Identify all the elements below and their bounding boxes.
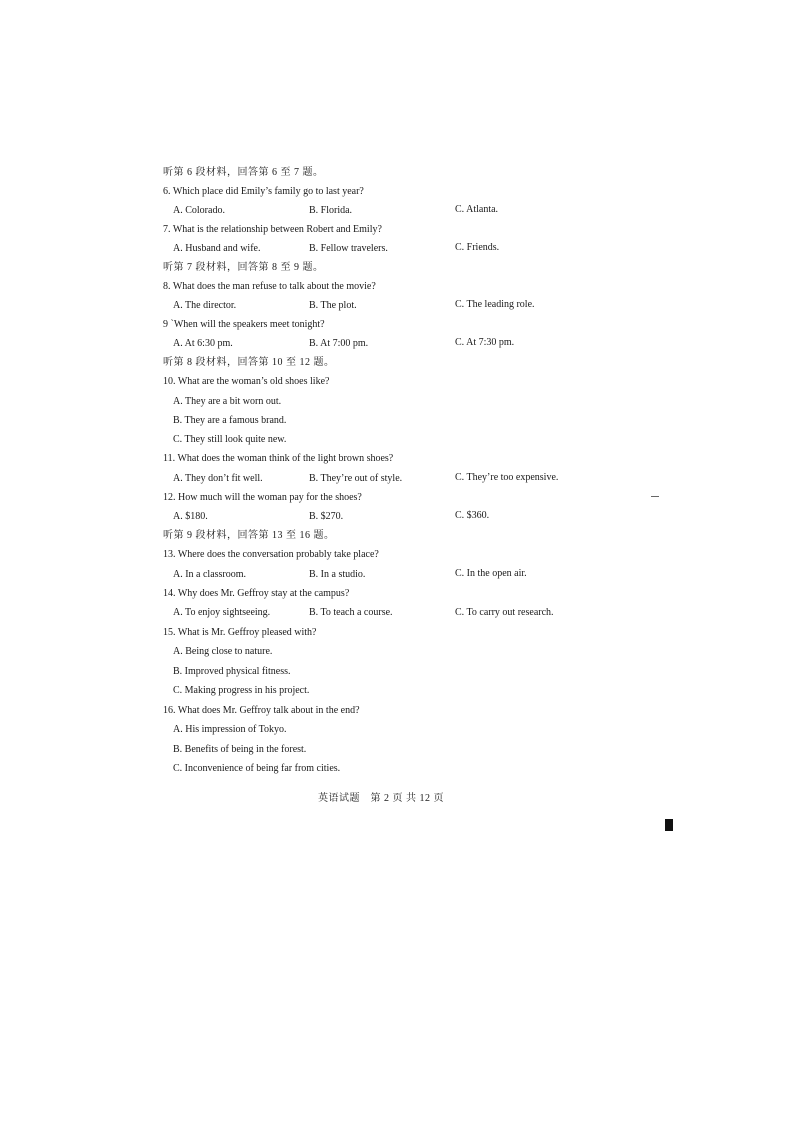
question-14-option-a: A. To enjoy sightseeing. bbox=[173, 607, 271, 618]
section-header-7: 听第 7 段材料，回答第 8 至 9 题。 bbox=[163, 262, 324, 273]
question-6-option-a: A. Colorado. bbox=[173, 205, 225, 216]
question-8-option-a: A. The director. bbox=[173, 300, 237, 311]
question-13-stem: 13. Where does the conversation probably take place? bbox=[163, 549, 379, 560]
question-15-option-c: C. Making progress in his project. bbox=[173, 685, 310, 696]
question-9-option-b: B. At 7:00 pm. bbox=[309, 338, 369, 349]
question-14-option-c: C. To carry out research. bbox=[455, 607, 554, 618]
page-footer: 英语试题 第 2 页 共 12 页 bbox=[318, 793, 444, 804]
question-15-option-a: A. Being close to nature. bbox=[173, 646, 273, 657]
question-6-option-c: C. Atlanta. bbox=[455, 204, 499, 215]
question-11-option-b: B. They’re out of style. bbox=[309, 473, 403, 484]
question-6-option-b: B. Florida. bbox=[309, 205, 353, 216]
question-16-option-b: B. Benefits of being in the forest. bbox=[173, 744, 307, 755]
question-14-option-b: B. To teach a course. bbox=[309, 607, 393, 618]
question-9-option-a: A. At 6:30 pm. bbox=[173, 338, 233, 349]
question-11-stem: 11. What does the woman think of the light brown shoes? bbox=[163, 453, 394, 464]
question-9-option-c: C. At 7:30 pm. bbox=[455, 337, 515, 348]
question-13-option-b: B. In a studio. bbox=[309, 569, 366, 580]
question-7-option-c: C. Friends. bbox=[455, 242, 500, 253]
question-16-stem: 16. What does Mr. Geffroy talk about in the end? bbox=[163, 705, 360, 716]
section-header-6: 听第 6 段材料，回答第 6 至 7 题。 bbox=[163, 167, 324, 178]
question-13-option-a: A. In a classroom. bbox=[173, 569, 247, 580]
question-6-stem: 6. Which place did Emily’s family go to last year? bbox=[163, 186, 364, 197]
question-16-option-c: C. Inconvenience of being far from cities. bbox=[173, 763, 341, 774]
question-7-option-a: A. Husband and wife. bbox=[173, 243, 261, 254]
question-8-stem: 8. What does the man refuse to talk about the movie? bbox=[163, 281, 376, 292]
question-12-option-c: C. $360. bbox=[455, 510, 490, 521]
question-11-option-c: C. They’re too expensive. bbox=[455, 472, 559, 483]
question-10-stem: 10. What are the woman’s old shoes like? bbox=[163, 376, 330, 387]
question-8-option-c: C. The leading role. bbox=[455, 299, 535, 310]
section-header-9: 听第 9 段材料，回答第 13 至 16 题。 bbox=[163, 530, 335, 541]
question-7-stem: 7. What is the relationship between Robert and Emily? bbox=[163, 224, 382, 235]
question-13-option-c: C. In the open air. bbox=[455, 568, 527, 579]
question-14-stem: 14. Why does Mr. Geffroy stay at the campus? bbox=[163, 588, 350, 599]
question-9-stem: 9 `When will the speakers meet tonight? bbox=[163, 319, 325, 330]
question-10-option-b: B. They are a famous brand. bbox=[173, 415, 287, 426]
question-12-option-a: A. $180. bbox=[173, 511, 208, 522]
scan-registration-mark bbox=[665, 819, 673, 831]
question-16-option-a: A. His impression of Tokyo. bbox=[173, 724, 287, 735]
question-11-option-a: A. They don’t fit well. bbox=[173, 473, 263, 484]
question-15-stem: 15. What is Mr. Geffroy pleased with? bbox=[163, 627, 317, 638]
question-7-option-b: B. Fellow travelers. bbox=[309, 243, 388, 254]
question-10-option-a: A. They are a bit worn out. bbox=[173, 396, 282, 407]
scan-dash-mark bbox=[651, 496, 659, 497]
question-12-option-b: B. $270. bbox=[309, 511, 344, 522]
question-12-stem: 12. How much will the woman pay for the shoes? bbox=[163, 492, 362, 503]
question-15-option-b: B. Improved physical fitness. bbox=[173, 666, 291, 677]
question-10-option-c: C. They still look quite new. bbox=[173, 434, 287, 445]
section-header-8: 听第 8 段材料，回答第 10 至 12 题。 bbox=[163, 357, 335, 368]
question-8-option-b: B. The plot. bbox=[309, 300, 357, 311]
